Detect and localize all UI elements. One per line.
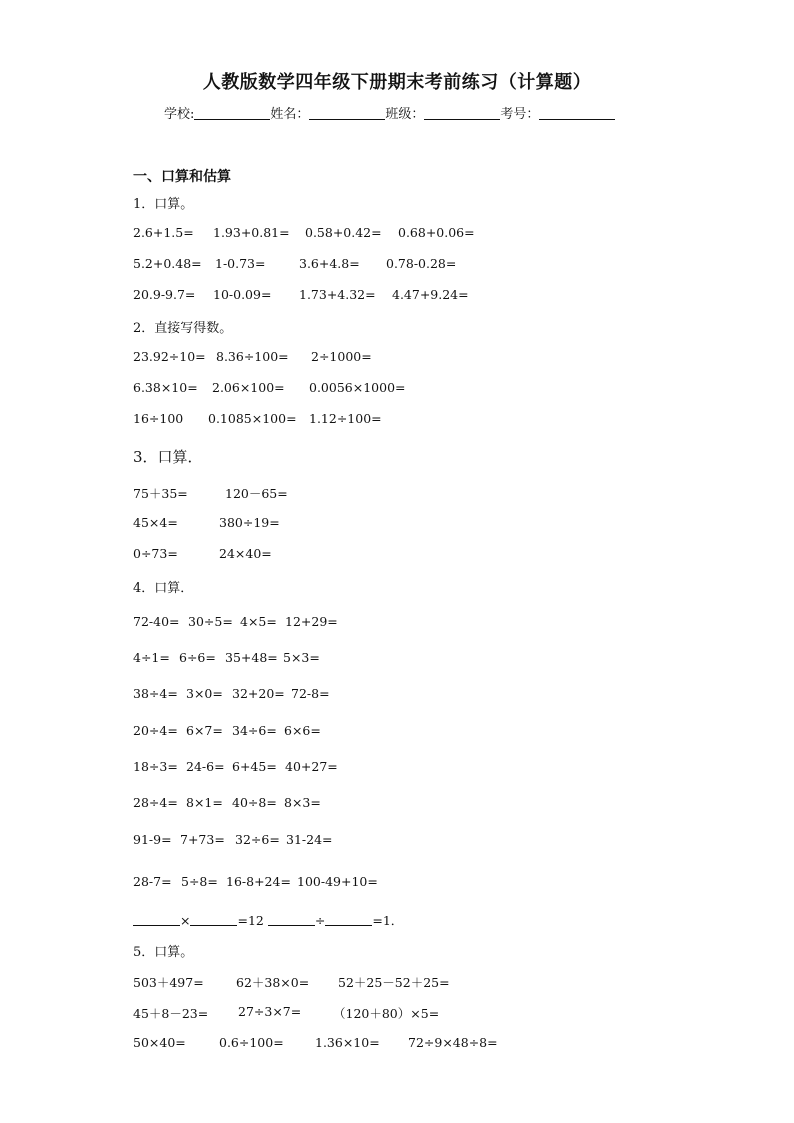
- expression: 23.92÷10=: [133, 349, 206, 364]
- fill-in-blank-row: [133, 911, 403, 929]
- answer-blank[interactable]: [268, 914, 315, 926]
- expression: 100-49+10=: [297, 874, 378, 889]
- expression: 3×0=: [186, 686, 223, 701]
- expression: 45×4=: [133, 515, 178, 530]
- expression: 18÷3=: [133, 759, 178, 774]
- expression: 1.93+0.81=: [213, 225, 290, 240]
- number-label: 考号：: [500, 107, 540, 122]
- expression: 40÷8=: [232, 795, 277, 810]
- expression: 20÷4=: [133, 723, 178, 738]
- expression: （120＋80）×5=: [333, 1006, 440, 1021]
- expression: 28÷4=: [133, 795, 178, 810]
- question-5-title: 5．口算。: [133, 945, 194, 960]
- question-2-title: 2．直接写得数。: [133, 321, 233, 336]
- question-1-title: 1．口算。: [133, 197, 194, 212]
- expression: 2.6+1.5=: [133, 225, 194, 240]
- expression: 5×3=: [283, 650, 320, 665]
- page-title: 人教版数学四年级下册期末考前练习（计算题）: [202, 72, 592, 93]
- expression: 16-8+24=: [226, 874, 291, 889]
- expression: 7+73=: [180, 832, 225, 847]
- expression: 50×40=: [133, 1035, 186, 1050]
- expression: 1.73+4.32=: [299, 287, 376, 302]
- expression: 120－65=: [225, 486, 288, 501]
- expression: 5÷8=: [181, 874, 218, 889]
- expression: 40+27=: [285, 759, 338, 774]
- expression: 0.6÷100=: [219, 1035, 284, 1050]
- expression: 0.1085×100=: [208, 411, 297, 426]
- expression: 20.9-9.7=: [133, 287, 196, 302]
- expression: 503＋497=: [133, 975, 204, 990]
- expression: 5.2+0.48=: [133, 256, 202, 271]
- school-label: 学校:: [164, 107, 195, 122]
- expression: 0.0056×1000=: [309, 380, 406, 395]
- expression: 16÷100: [133, 411, 184, 426]
- name-label: 姓名：: [270, 107, 310, 122]
- answer-blank[interactable]: [133, 914, 180, 926]
- times-sign: ×: [180, 913, 191, 928]
- expression: 1-0.73=: [215, 256, 266, 271]
- result-text: =1．: [372, 913, 404, 928]
- expression: 0.78-0.28=: [386, 256, 457, 271]
- expression: 30÷5=: [188, 614, 233, 629]
- number-blank[interactable]: [539, 107, 615, 120]
- expression: 3.6+4.8=: [299, 256, 360, 271]
- expression: 34÷6=: [232, 723, 277, 738]
- expression: 72-8=: [291, 686, 330, 701]
- expression: 75＋35=: [133, 486, 188, 501]
- expression: 2.06×100=: [212, 380, 285, 395]
- expression: 8.36÷100=: [216, 349, 289, 364]
- expression: 0.58+0.42=: [305, 225, 382, 240]
- expression: 8×1=: [186, 795, 223, 810]
- name-blank[interactable]: [309, 107, 385, 120]
- expression: 0.68+0.06=: [398, 225, 475, 240]
- expression: 27÷3×7=: [238, 1004, 302, 1019]
- result-text: =12: [237, 913, 264, 928]
- expression: 4÷1=: [133, 650, 170, 665]
- expression: 35+48=: [225, 650, 278, 665]
- question-3-title: 3．口算．: [133, 448, 203, 466]
- expression: 52＋25－52＋25=: [338, 975, 450, 990]
- expression: 4×5=: [240, 614, 277, 629]
- expression: 8×3=: [284, 795, 321, 810]
- expression: 6÷6=: [179, 650, 216, 665]
- expression: 45＋8－23=: [133, 1006, 209, 1021]
- divide-sign: ÷: [314, 913, 326, 928]
- expression: 6+45=: [232, 759, 277, 774]
- expression: 24-6=: [186, 759, 225, 774]
- expression: 32÷6=: [235, 832, 280, 847]
- expression: 31-24=: [286, 832, 333, 847]
- expression: 10-0.09=: [213, 287, 272, 302]
- expression: 380÷19=: [219, 515, 280, 530]
- expression: 4.47+9.24=: [392, 287, 469, 302]
- section-heading: 一、口算和估算: [133, 169, 231, 185]
- expression: 72-40=: [133, 614, 180, 629]
- expression: 91-9=: [133, 832, 172, 847]
- expression: 38÷4=: [133, 686, 178, 701]
- expression: 32+20=: [232, 686, 285, 701]
- student-info-row: [164, 103, 615, 122]
- expression: 72÷9×48÷8=: [408, 1035, 498, 1050]
- school-blank[interactable]: [194, 107, 270, 120]
- question-4-title: 4．口算．: [133, 581, 194, 596]
- expression: 28-7=: [133, 874, 172, 889]
- class-blank[interactable]: [424, 107, 500, 120]
- expression: 0÷73=: [133, 546, 178, 561]
- expression: 6.38×10=: [133, 380, 198, 395]
- expression: 12+29=: [285, 614, 338, 629]
- answer-blank[interactable]: [325, 914, 372, 926]
- expression: 6×6=: [284, 723, 321, 738]
- expression: 6×7=: [186, 723, 223, 738]
- expression: 1.12÷100=: [309, 411, 382, 426]
- expression: 24×40=: [219, 546, 272, 561]
- expression: 2÷1000=: [311, 349, 372, 364]
- class-label: 班级：: [385, 107, 425, 122]
- expression: 1.36×10=: [315, 1035, 380, 1050]
- answer-blank[interactable]: [190, 914, 237, 926]
- expression: 62＋38×0=: [236, 975, 310, 990]
